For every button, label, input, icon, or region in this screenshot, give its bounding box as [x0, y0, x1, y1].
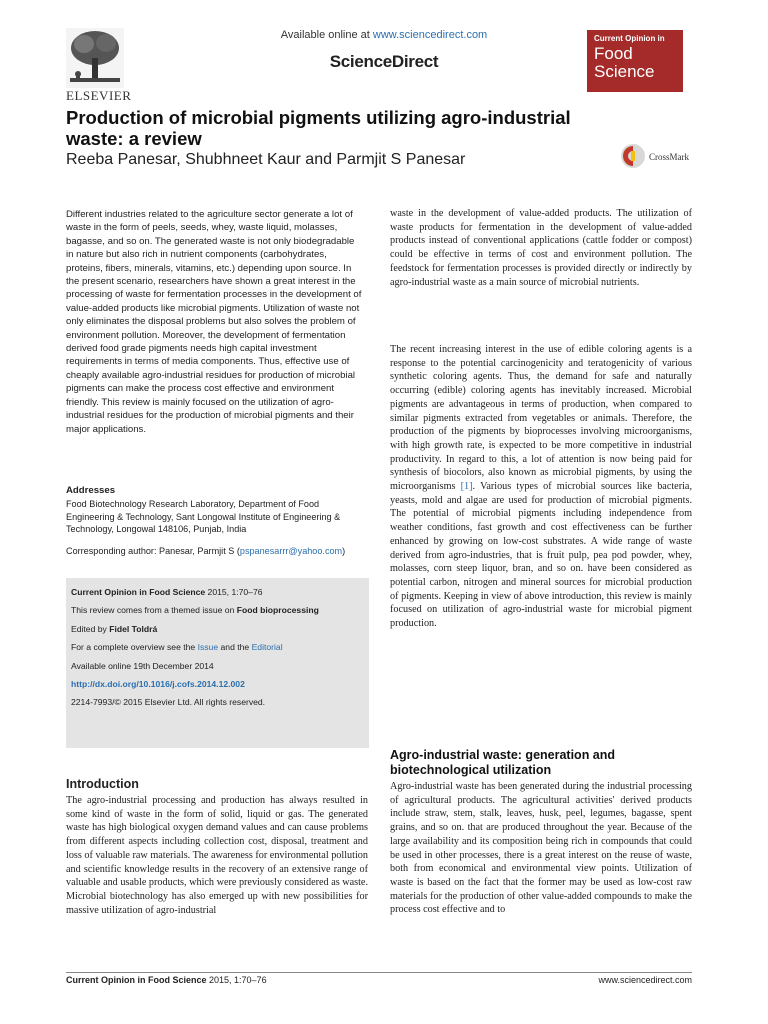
platform-name: ScienceDirect [329, 52, 439, 71]
journal-badge-line-2: Science [594, 62, 655, 81]
body-paragraph-1: waste in the development of value-added products. The utilization of waste products for fermentation in the development of value-added products instead of conventional applications (cattle fodder or compost) could be effective in terms of cost and environment pollution. The feedstock for fermentation processes is provided directly or indirectly by agro-industrial waste as a main source of microbial nutrients. [390, 208, 692, 288]
footer-divider [66, 972, 692, 973]
footer-journal: Current Opinion in Food Science [66, 975, 207, 985]
body-paragraph-2 [390, 343, 692, 631]
journal-badge-line-1: Food [594, 44, 633, 63]
author-email-link[interactable]: pspanesarrr@yahoo.com [239, 546, 343, 556]
journal-badge-small: Current Opinion in [594, 34, 665, 43]
issue-link[interactable]: Issue [197, 642, 219, 652]
journal-cover-badge [587, 30, 683, 92]
article-title: Production of microbial pigments utilizing agro-industrial waste: a review [66, 107, 571, 149]
publisher-name: ELSEVIER [66, 88, 132, 103]
addresses-heading: Addresses [66, 485, 116, 496]
introduction-text: The agro-industrial processing and production has always resulted in some kind of waste in the form of solid, liquid or gas. The generated waste has high biological oxygen demand values and can cause problems from different aspects including collection cost, disposal, treatment and loss of valuable raw materials. The awareness for environmental pollution and scientific knowledge results in the recovery of an extensive range of valuable and usable products, which were previously considered as waste. Microbial biotechnology has also emerged up with new possibilities for massive utilization of agro-industrial [66, 795, 368, 916]
info-overview-mid: and the [218, 642, 252, 652]
footer-site[interactable]: www.sciencedirect.com [598, 975, 692, 985]
journal-badge-title [594, 45, 654, 81]
info-theme-name: Food bioprocessing [236, 605, 319, 615]
editorial-link[interactable]: Editorial [251, 642, 283, 652]
info-available: Available online 19th December 2014 [71, 661, 214, 671]
body-paragraph-2-b: . Various types of microbial sources like bacteria, yeasts, mold and algae are used for production of microbial pigments. The potential of microbial pigments including independence from weather conditions, fast growth and cost effectiveness can be further enhanced by growing on low-cost substrates. A wide range of waste derived from agro-industries, that is fruit pulp, pea pod powder, whey, molasses, corn steep liquor, bran, and so on. have been considered as potential carbon, nitrogen and mineral sources for microbial production of pigments. Keeping in view of above introduction, this review is mainly focused on utilization of agro-industrial waste for microbial pigment production. [390, 481, 692, 630]
abstract: Different industries related to the agriculture sector generate a lot of waste in the form of peels, seeds, whey, waste liquid, molasses, bagasse, and so on. The generated waste is not only biodegradable in nature but also rich in nutrient components (carbohydrates, proteins, fibers, minerals, vitamins, etc.) depending upon source. In the present scenario, researchers have shown a great interest in the processing of waste for fermentation processes in the development of value-added products like microbial pigments. Utilization of waste not only eliminates the disposal problems but also solves the problem of environment pollution. Moreover, the development of fermentation derived food grade pigments needs high capital investment requirements in terms of media components. Thus, effective use of cheaply available agro-industrial residues for production of microbial pigments can make the process cost effective and environment friendly. This review is mainly focused on the utilization of agro-industrial residues for the production of microbial pigments and their major applications. [66, 209, 362, 435]
footer-citation-text: 2015, 1:70–76 [206, 975, 267, 985]
info-overview-prefix: For a complete overview see the [71, 642, 198, 652]
reference-link-1[interactable]: [1] [460, 481, 473, 493]
info-doi [71, 679, 245, 689]
sciencedirect-link[interactable]: www.sciencedirect.com [372, 29, 488, 41]
info-theme [71, 605, 319, 615]
doi-link[interactable]: http://dx.doi.org/10.1016/j.cofs.2014.12.002 [71, 679, 245, 689]
article-info-box [66, 578, 369, 748]
footer-citation [66, 975, 267, 985]
info-citation [71, 587, 263, 597]
info-editor [71, 624, 157, 634]
crossmark-icon[interactable] [620, 143, 646, 169]
info-editor-name: Fidel Toldrá [109, 624, 158, 634]
body-paragraph-2-a: The recent increasing interest in the use of edible coloring agents is a response to the potential carcinogenicity and teratogenicity of various synthetic coloring agents. Thus, the demand for safe and naturally occurring (edible) coloring agents has inevitably increased. Microbial pigments are advantageous in terms of production, when compared to similar pigments extracted from vegetables or animals. Therefore, the production of the pigments by bioprocesses involving microorganisms, with high growth rate, is expected to be more competitive in industrial productivity. In regard to this, a lot of attention is now being paid for synthesis of biocolors, also known as microbial pigments, by using the microorganisms [390, 344, 692, 493]
info-journal: Current Opinion in Food Science [71, 587, 206, 597]
info-citation-text: 2015, 1:70–76 [205, 587, 263, 597]
info-edited-prefix: Edited by [71, 624, 110, 634]
corresponding-author [66, 545, 362, 558]
info-copyright: 2214-7993/© 2015 Elsevier Ltd. All rights reserved. [71, 697, 266, 707]
corresponding-suffix: ) [342, 546, 346, 556]
info-overview [71, 642, 283, 652]
body-paragraph-3: Agro-industrial waste has been generated during the industrial processing of agricultural products. The agricultural activities' derived products include straw, stem, stalk, leaves, husk, peel, legumes, bagasse, spent grains, and so on. that are produced throughout the year. Because of the large availability and its composition being rich in compounds that could be used in other processes, there is a great interest on the reuse of waste, both from economical and environmental view points. Utilization of waste is based on the fact that the former may be used as low-cost raw materials for the production of other value-added compounds to make the process cost effective and to [390, 781, 692, 916]
crossmark-label[interactable]: CrossMark [649, 152, 689, 162]
article-authors: Reeba Panesar, Shubhneet Kaur and Parmjit S Panesar [66, 151, 466, 168]
introduction-heading: Introduction [66, 777, 139, 791]
available-prefix: Available online at [280, 29, 373, 41]
addresses-text: Food Biotechnology Research Laboratory, Department of Food Engineering & Technology, Sant Longowal Institute of Engineering & Technology, Longowal 148106, Punjab, India [66, 499, 341, 535]
corresponding-prefix: Corresponding author: Panesar, Parmjit S ( [66, 546, 240, 556]
section-heading-agro-waste: Agro-industrial waste: generation and biotechnological utilization [390, 748, 616, 777]
info-theme-prefix: This review comes from a themed issue on [71, 605, 237, 615]
